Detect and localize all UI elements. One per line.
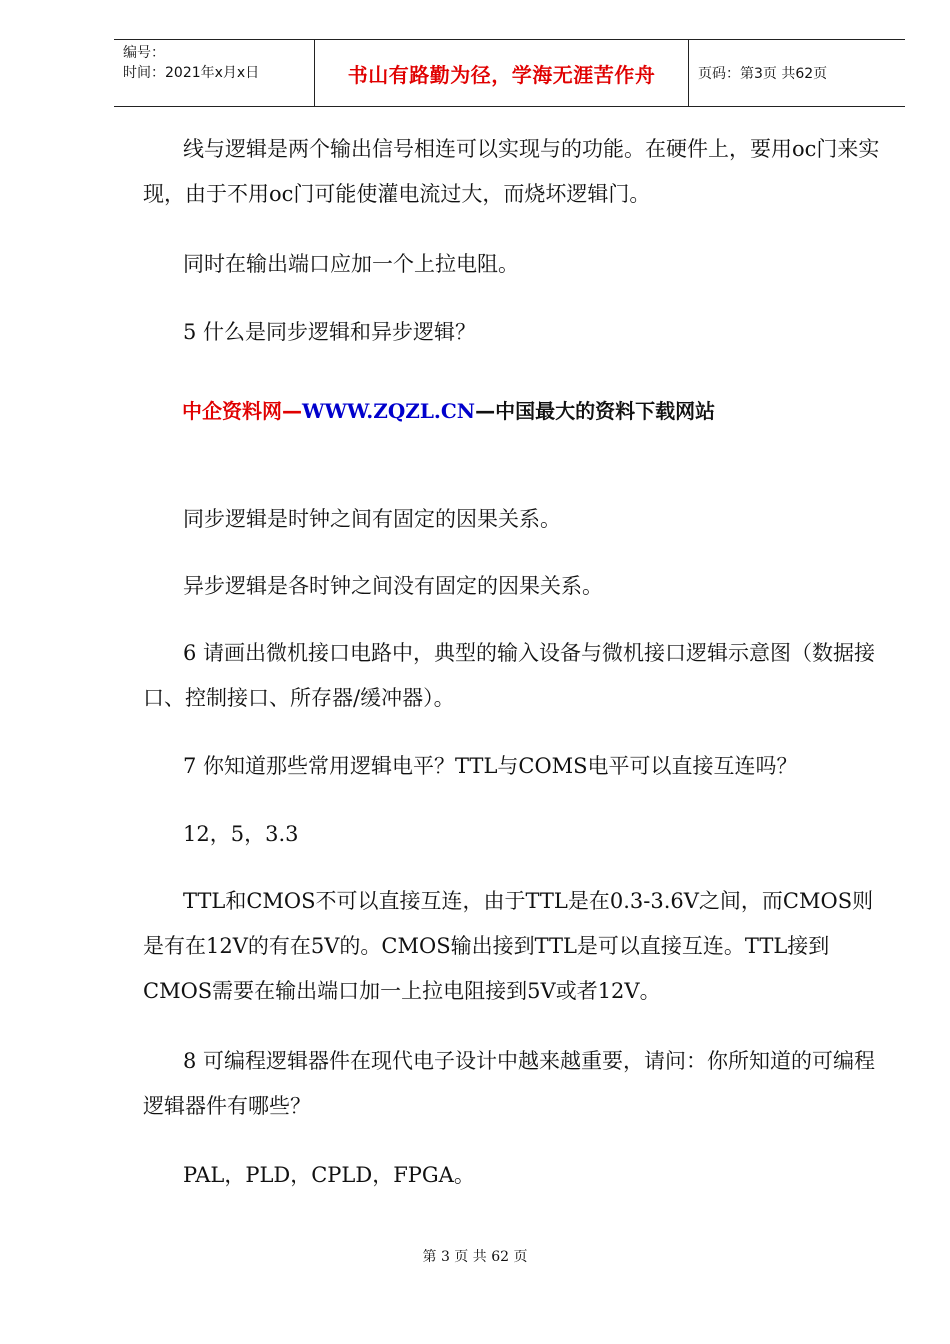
header-meta-cell [114, 40, 315, 106]
banner-site-name: 中企资料网 [182, 399, 282, 423]
question-6: 6 请画出微机接口电路中，典型的输入设备与微机接口逻辑示意图（数据接口、控制接口、所存器/缓冲器）。 [143, 641, 876, 710]
paragraph-wired-logic: 线与逻辑是两个输出信号相连可以实现与的功能。在硬件上，要用oc门来实现，由于不用oc门可能使灌电流过大，而烧坏逻辑门。 [143, 137, 880, 206]
banner-separator: — [475, 399, 496, 423]
number-label: 编号： [123, 45, 165, 61]
header-page-cell [689, 40, 905, 106]
page-header [114, 39, 905, 107]
site-banner [182, 395, 715, 424]
motto-text: 书山有路勤为径，学海无涯苦作舟 [347, 62, 656, 87]
paragraph-async-logic: 异步逻辑是各时钟之间没有固定的因果关系。 [183, 574, 603, 598]
paragraph-ttl-cmos: TTL和CMOS不可以直接互连，由于TTL是在0.3-3.6V之间，而CMOS则是有在12V的有在5V的。CMOS输出接到TTL是可以直接互连。TTL接到CMOS需要在输出端口加一上拉电阻接到5V或者12V。 [143, 889, 874, 1003]
banner-separator: — [282, 399, 302, 423]
paragraph-sync-logic: 同步逻辑是时钟之间有固定的因果关系。 [183, 507, 561, 531]
page-footer: 第 3 页 共 62 页 [422, 1249, 528, 1265]
answer-voltage-levels: 12，5，3.3 [183, 822, 299, 846]
question-7: 7 你知道那些常用逻辑电平？TTL与COMS电平可以直接互连吗？ [183, 754, 798, 778]
page-info: 页码：第3页 共62页 [698, 66, 828, 82]
question-8: 8 可编程逻辑器件在现代电子设计中越来越重要，请问：你所知道的可编程逻辑器件有哪些？ [143, 1049, 876, 1118]
answer-pld-list: PAL，PLD，CPLD，FPGA。 [183, 1163, 475, 1187]
banner-url: WWW.ZQZL.CN [302, 399, 476, 423]
banner-slogan: 中国最大的资料下载网站 [495, 399, 716, 423]
paragraph-pullup: 同时在输出端口应加一个上拉电阻。 [183, 252, 519, 276]
question-5: 5 什么是同步逻辑和异步逻辑？ [183, 320, 477, 344]
header-motto-cell [315, 40, 689, 106]
time-label: 时间：2021年x月x日 [123, 65, 260, 81]
